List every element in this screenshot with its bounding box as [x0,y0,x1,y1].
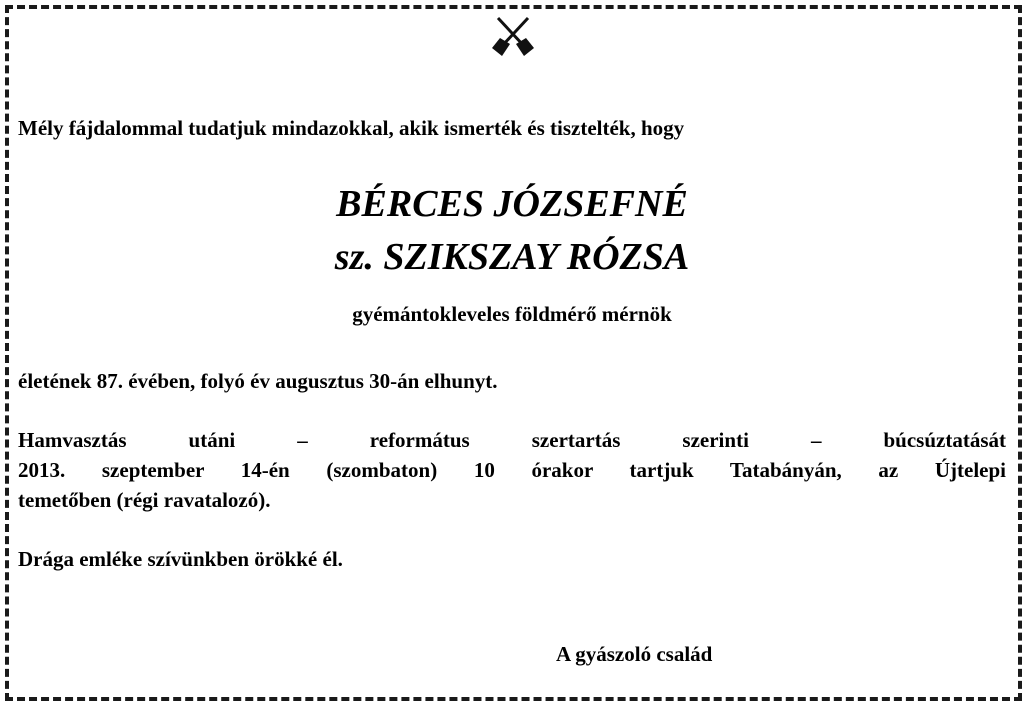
crossed-hammers-icon [490,14,536,60]
funeral-line-3: temetőben (régi ravatalozó). [18,488,271,512]
deceased-name-line2: sz. SZIKSZAY RÓZSA [334,236,690,278]
death-notice: életének 87. évében, folyó év augusztus 30-án elhunyt. [18,369,498,393]
crossed-hammers-svg [490,14,536,60]
funeral-line-1: Hamvasztás utáni – református szertartás szerinti – búcsúztatását [18,428,1006,452]
intro-text: Mély fájdalommal tudatjuk mindazokkal, akik ismerték és tisztelték, hogy [18,116,685,140]
farewell-text: Drága emléke szívünkben örökké él. [18,547,343,571]
funeral-paragraph [18,425,1006,515]
deceased-title: gyémántokleveles földmérő mérnök [352,302,672,326]
dashed-border-frame [5,5,1022,701]
signature: A gyászoló család [556,642,713,666]
funeral-line-2: 2013. szeptember 14-én (szombaton) 10 órakor tartjuk Tatabányán, az Újtelepi [18,458,1006,482]
deceased-name-line1: BÉRCES JÓZSEFNÉ [336,183,688,225]
